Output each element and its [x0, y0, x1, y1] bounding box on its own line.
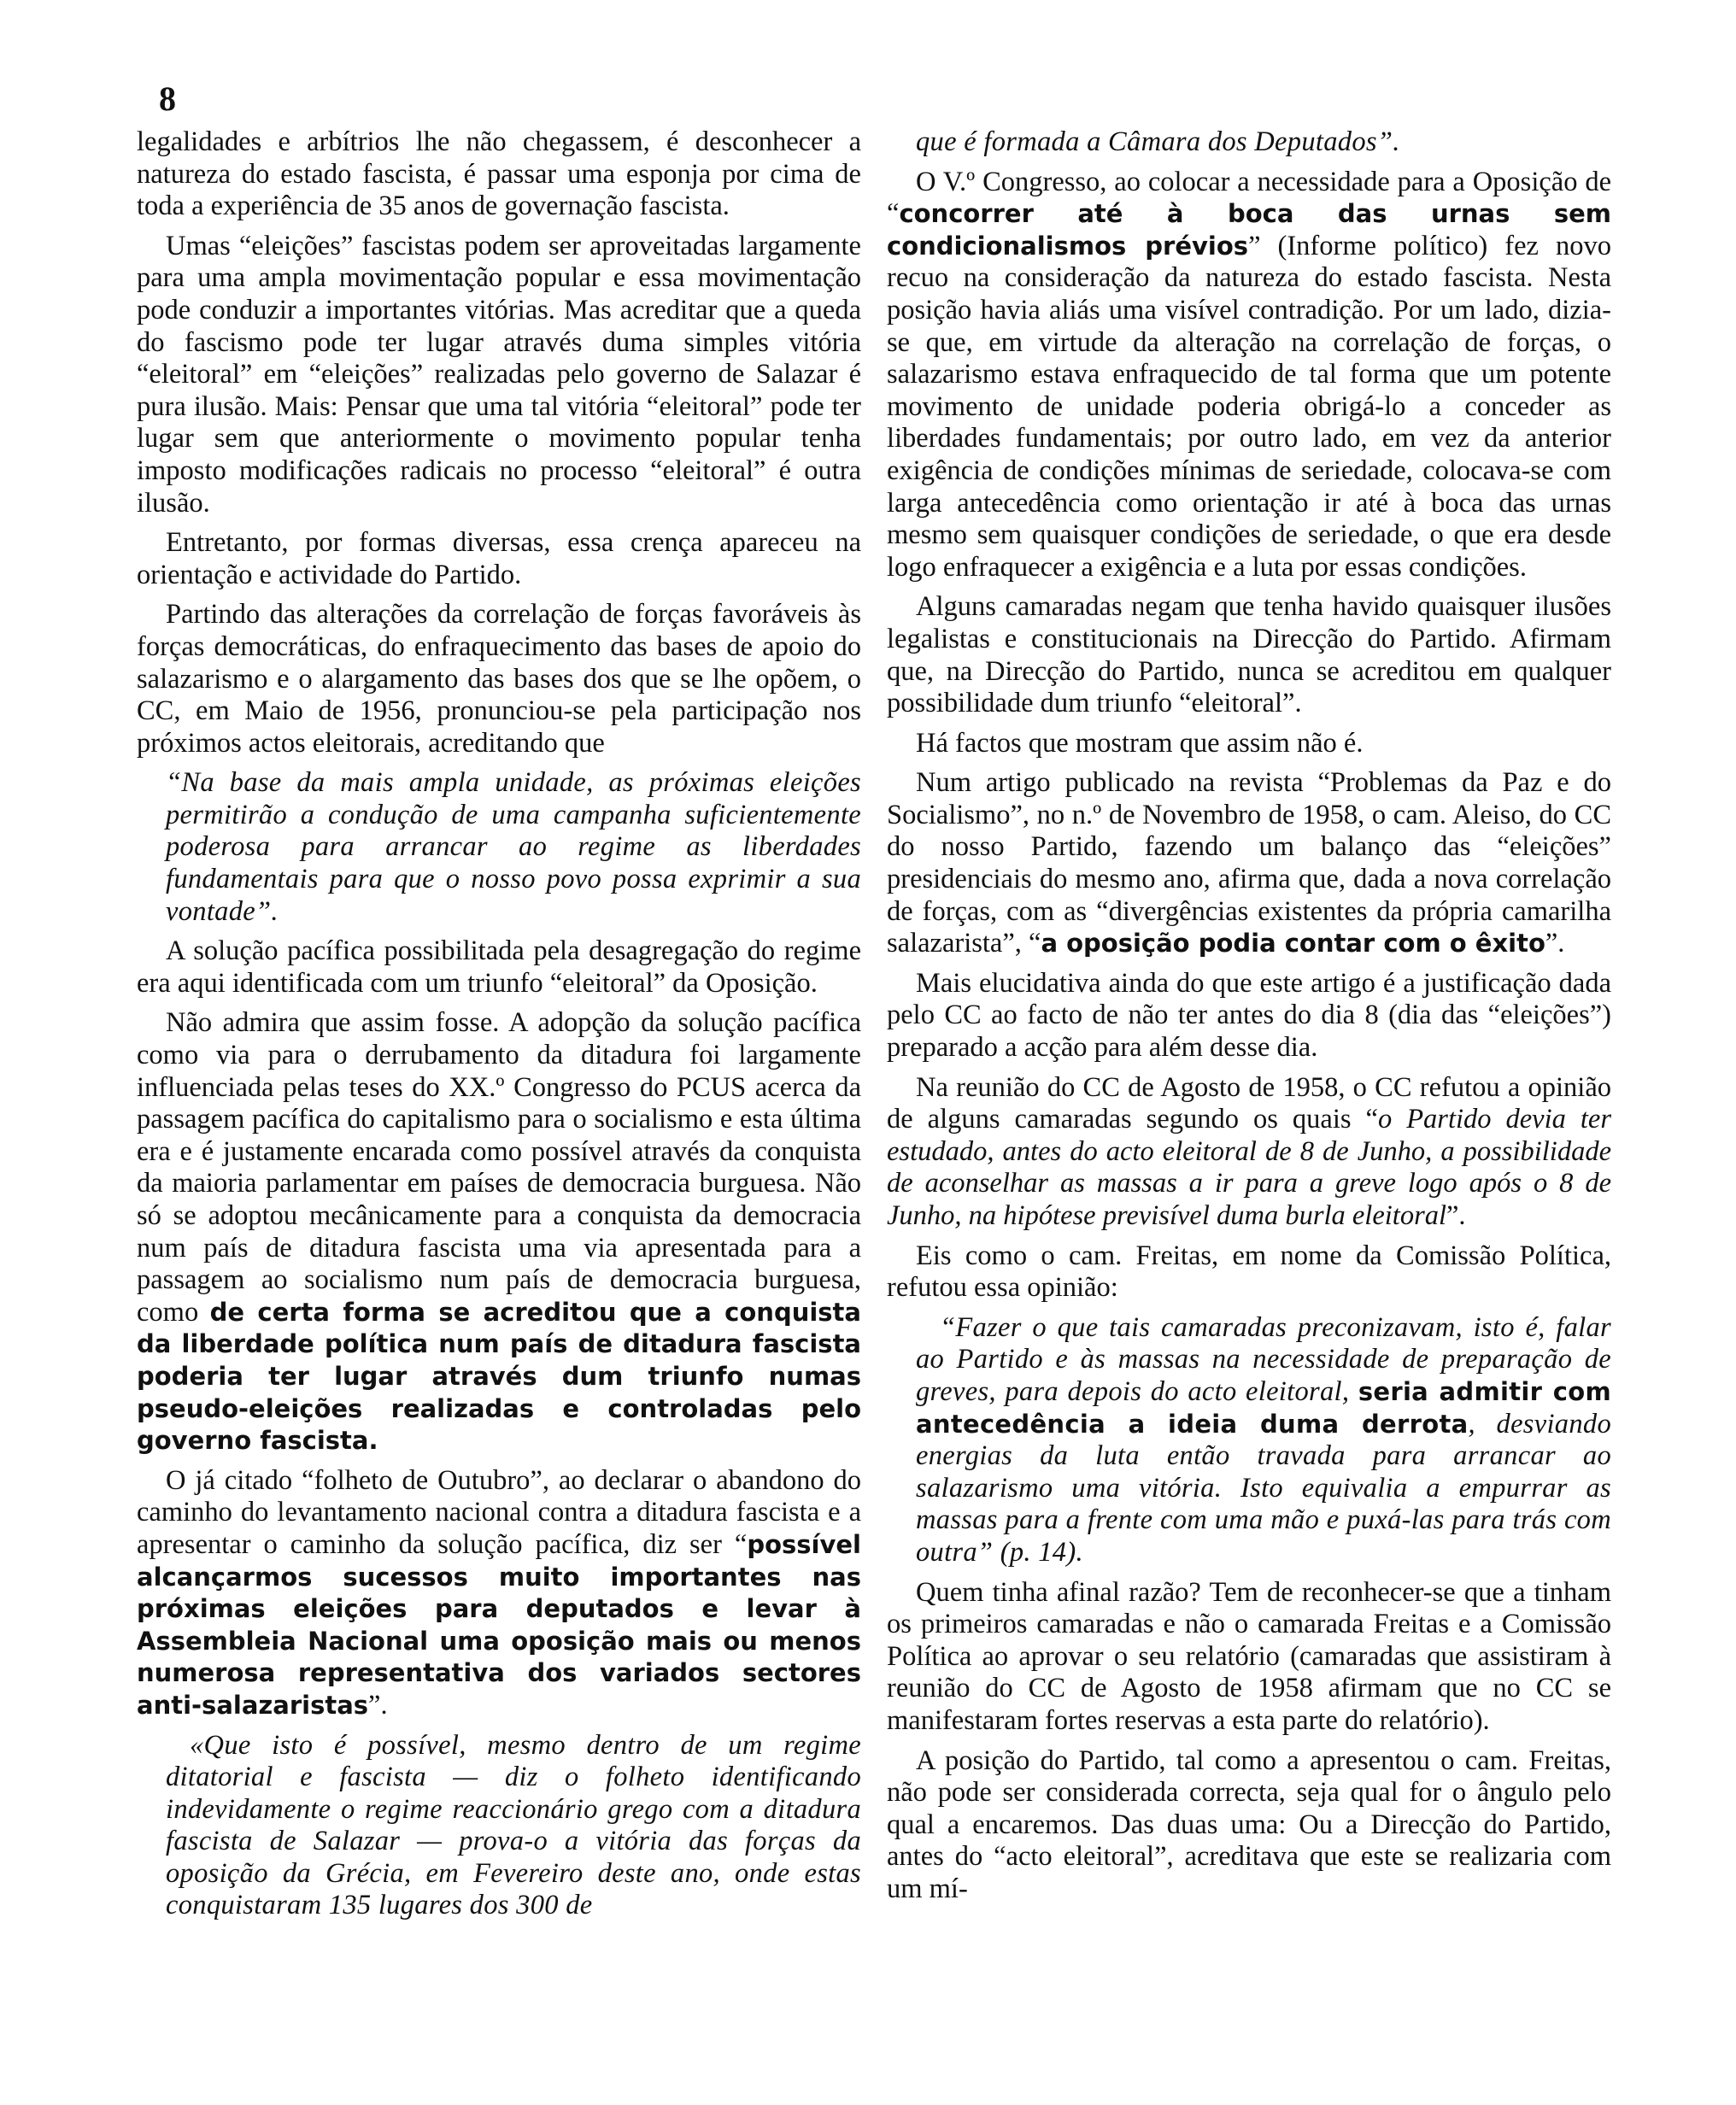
bold-text: possível alcançarmos sucessos muito importantes nas próximas eleições para deputados e levar à Assembleia Nacional uma oposição mais ou menos numerosa representativa dos variados sectores anti-salazaristas	[137, 1529, 861, 1720]
paragraph	[137, 527, 861, 591]
paragraph	[887, 728, 1611, 760]
paragraph	[887, 1240, 1611, 1305]
paragraph	[137, 1465, 861, 1722]
paragraph	[137, 126, 861, 223]
text-run: Alguns camaradas negam que tenha havido quaisquer ilusões legalistas e constitucionais na Direcção do Partido. Afirmam que, na Direcção do Partido, nunca se acreditou em qualquer possibilidade dum triunfo “eleitoral”.	[887, 591, 1611, 719]
text-run: O já citado “folheto de Outubro”, ao declarar o abandono do caminho do levantamento nacional contra a ditadura fascista e a apresentar o caminho da solução pacífica, diz ser “	[137, 1464, 861, 1560]
paragraph	[887, 1745, 1611, 1906]
right-column	[887, 126, 1611, 1913]
text-run: “Fazer o que tais camaradas preconizavam, isto é, falar ao Partido e às massas na necessidade de preparação de greves, para depois do acto eleitoral,	[916, 1311, 1611, 1407]
italic-text: o Partido devia ter estudado, antes do acto eleitoral de 8 de Junho, a possibilidade de aconselhar as massas a ir para a greve logo após o 8 de Junho, na hipótese previsível duma burla eleitoral	[887, 1104, 1611, 1231]
text-run: Umas “eleições” fascistas podem ser aproveitadas largamente para uma ampla movimentação popular e essa movimentação pode conduzir a importantes vitórias. Mas acreditar que a queda do fascismo pode ter lugar através duma simples vitória “eleitoral” em “eleições” realizadas pelo governo de Salazar é pura ilusão. Mais: Pensar que uma tal vitória “eleitoral” pode ter lugar sem que anteriormente o movimento popular tenha imposto modificações radicais no processo “eleitoral” é outra ilusão.	[137, 230, 861, 519]
paragraph	[137, 767, 861, 928]
text-run: que é formada a Câmara dos Deputados”.	[916, 126, 1400, 157]
bold-text: a oposição podia contar com o êxito	[1041, 929, 1545, 959]
paragraph	[137, 935, 861, 1000]
text-run: Partindo das alterações da correlação de forças favoráveis às forças democráticas, do enfraquecimento das bases de apoio do salazarismo e o alargamento das bases dos que se lhe opõem, o CC, em Maio de 1956, pronunciou-se pela participação nos próximos actos eleitorais, acreditando que	[137, 599, 861, 759]
paragraph	[887, 1072, 1611, 1233]
text-run: Quem tinha afinal razão? Tem de reconhecer-se que a tinham os primeiros camaradas e não o camarada Freitas e a Comissão Política ao aprovar o seu relatório (camaradas que assistiram à reunião do CC de Agosto de 1958 afirmam que no CC se manifestaram fortes reservas a esta parte do relatório).	[887, 1576, 1611, 1736]
paragraph	[137, 231, 861, 519]
paragraph	[137, 1730, 861, 1923]
paragraph	[887, 126, 1611, 159]
paragraph	[137, 599, 861, 759]
text-run: ”.	[368, 1689, 388, 1721]
text-run: , desviando energias da luta então travada para arrancar ao salazarismo uma vitória. Isto equivalia a empurrar as massas para a frente com uma mão e puxá-las para trás com outra” (p. 14).	[916, 1408, 1612, 1568]
paragraph	[887, 767, 1611, 960]
left-column	[137, 126, 861, 1930]
text-run: ”.	[1446, 1200, 1466, 1231]
page-number: 8	[159, 79, 176, 118]
paragraph	[887, 968, 1611, 1064]
bold-text: concorrer até à boca das urnas sem condicionalismos prévios	[887, 199, 1611, 261]
text-run: Entretanto, por formas diversas, essa crença apareceu na orientação e actividade do Partido.	[137, 527, 861, 590]
text-run: Não admira que assim fosse. A adopção da solução pacífica como via para o derrubamento da ditadura foi largamente influenciada pelas teses do XX.º Congresso do PCUS acerca da passagem pacífica do capitalismo para o socialismo e esta última era e é justamente encarada como possível através da conquista da maioria parlamentar em países de democracia burguesa. Não só se adoptou mecânicamente para a conquista da democracia num país de ditadura fascista uma via apresentada para a passagem ao socialismo num país de democracia burguesa, como	[137, 1007, 861, 1328]
text-run: «Que isto é possível, mesmo dentro de um regime ditatorial e fascista — diz o folheto identificando indevidamente o regime reaccionário grego com a ditadura fascista de Salazar — prova-o a vitória das forças da oposição da Grécia, em Fevereiro deste ano, onde estas conquistaram 135 lugares dos 300 de	[166, 1729, 861, 1921]
paragraph	[137, 1007, 861, 1457]
paragraph	[887, 167, 1611, 584]
bold-text: seria admitir com antecedência a ideia duma derrota	[916, 1376, 1611, 1439]
text-run: ” (Informe político) fez novo recuo na consideração da natureza do estado fascista. Nesta posição havia aliás uma visível contradição. Por um lado, dizia-se que, em virtude da alteração na correlação de forças, o salazarismo estava enfraquecido de tal forma que um potente movimento de unidade poderia obrigá-lo a conceder as liberdades fundamentais; por outro lado, em vez da anterior exigência de condições mínimas de seriedade, colocava-se com larga antecedência como orientação ir até à boca das urnas mesmo sem quaisquer condições de seriedade, o que era desde logo enfraquecer a exigência e a luta por essas condições.	[887, 230, 1611, 583]
text-run: Há factos que mostram que assim não é.	[916, 727, 1364, 759]
paragraph	[887, 1577, 1611, 1738]
paragraph	[887, 1312, 1611, 1569]
text-run: Na reunião do CC de Agosto de 1958, o CC refutou a opinião de alguns camaradas segundo os quais “	[887, 1071, 1611, 1135]
bold-text: de certa forma se acreditou que a conquista da liberdade política num país de ditadura fascista poderia ter lugar através dum triunfo numas pseudo-eleições realizadas e controladas pelo governo fascista.	[137, 1297, 861, 1456]
paragraph	[887, 591, 1611, 719]
text-run: A solução pacífica possibilitada pela desagregação do regime era aqui identificada com um triunfo “eleitoral” da Oposição.	[137, 935, 861, 999]
text-run: Eis como o cam. Freitas, em nome da Comissão Política, refutou essa opinião:	[887, 1240, 1611, 1304]
text-run: legalidades e arbítrios lhe não chegassem, é desconhecer a natureza do estado fascista, é passar uma esponja por cima de toda a experiência de 35 anos de governação fascista.	[137, 126, 861, 222]
text-run: Mais elucidativa ainda do que este artigo é a justificação dada pelo CC ao facto de não ter antes do dia 8 (dia das “eleições”) preparado a acção para além desse dia.	[887, 967, 1611, 1064]
text-run: “Na base da mais ampla unidade, as próximas eleições permitirão a condução de uma campanha suficientemente poderosa para arrancar ao regime as liberdades fundamentais para que o nosso povo possa exprimir a sua vontade”.	[166, 767, 861, 927]
text-run: Num artigo publicado na revista “Problemas da Paz e do Socialismo”, no n.º de Novembro de 1958, o cam. Aleiso, do CC do nosso Partido, fazendo um balanço das “eleições” presidenciais do mesmo ano, afirma que, dada a nova correlação de forças, com as “divergências existentes da própria camarilha salazarista”, “	[887, 767, 1611, 959]
text-run: O V.º Congresso, ao colocar a necessidade para a Oposição de “	[887, 166, 1611, 230]
text-run: ”.	[1545, 928, 1565, 959]
text-run: A posição do Partido, tal como a apresentou o cam. Freitas, não pode ser considerada correcta, seja qual for o ângulo pelo qual a encaremos. Das duas uma: Ou a Direcção do Partido, antes do “acto eleitoral”, acreditava que este se realizaria com um mí-	[887, 1744, 1611, 1904]
